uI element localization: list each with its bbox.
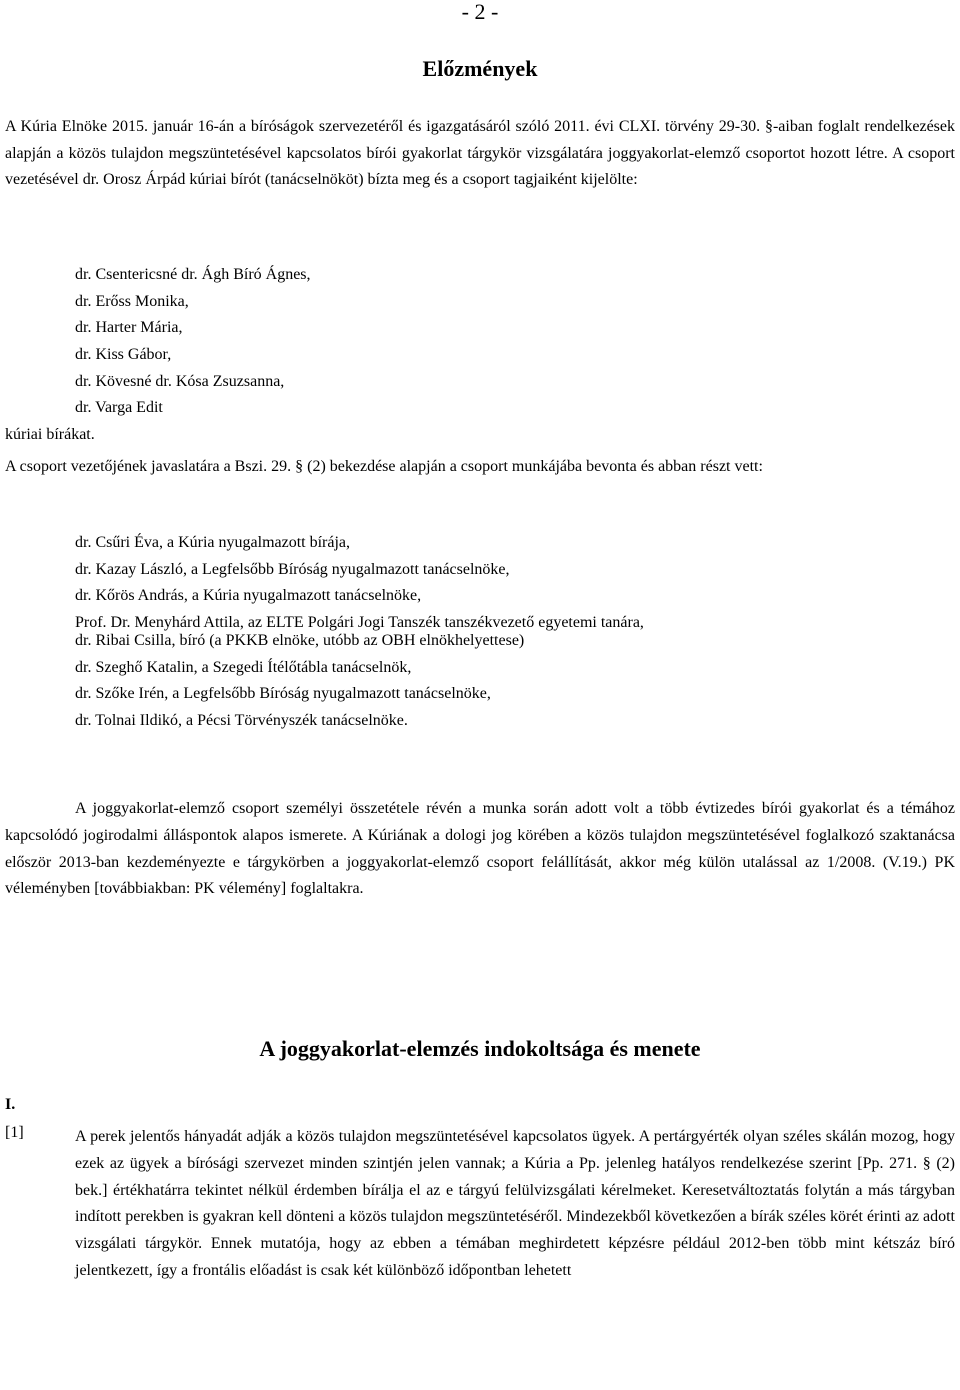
list-item: dr. Tolnai Ildikó, a Pécsi Törvényszék tanácselnöke. <box>75 712 408 730</box>
intro-paragraph: A Kúria Elnöke 2015. január 16-án a bíróságok szervezetéről és igazgatásáról szóló 2011. évi CLXI. törvény 29-30. §-aiban foglalt rendelkezések alapján a közös tulajdon megszüntetésével kapcsolatos bírói gyakorlat tárgykör vizsgálatára joggyakorlat-elemző csoportot hozott létre. A csoport vezetésével dr. Orosz Árpád kúriai bírót (tanácselnököt) bízta meg és a csoport tagjaiként kijelölte: <box>5 118 955 189</box>
list-item: dr. Kiss Gábor, <box>75 346 172 364</box>
list-item: dr. Kőrös András, a Kúria nyugalmazott tanácselnöke, <box>75 587 422 605</box>
composition-paragraph: A joggyakorlat-elemző csoport személyi összetétele révén a munka során adott volt a több évtizedes bírói gyakorlat és a témához kapcsolódó jogirodalmi álláspontok alapos ismerete. A Kúriának a dologi jog körében a közös tulajdon megszüntetésével foglalkozó szaktanácsa először 2013-ban kezdeményezte e tárgykörben a joggyakorlat-elemző csoport felállítását, akkor még külön utalással az 1/2008. (V.19.) PK véleményben [továbbiakban: PK vélemény] foglaltakra. <box>5 800 955 898</box>
list-item: dr. Varga Edit <box>75 399 163 417</box>
list-item: dr. Csentericsné dr. Ágh Bíró Ágnes, <box>75 266 311 283</box>
section-heading-indokoltsag: A joggyakorlat-elemzés indokoltsága és menete <box>259 1036 701 1061</box>
list-item: dr. Kazay László, a Legfelsőbb Bíróság nyugalmazott tanácselnöke, <box>75 560 510 578</box>
advisors-list <box>75 534 955 739</box>
members-closing: kúriai bírákat. <box>5 426 95 443</box>
list-item: dr. Erőss Monika, <box>75 292 189 310</box>
list-item: dr. Szőke Irén, a Legfelsőbb Bíróság nyugalmazott tanácselnöke, <box>75 685 491 703</box>
paragraph-number: [1] <box>5 1124 24 1141</box>
page-number: - 2 - <box>461 0 499 24</box>
list-item: dr. Csűri Éva, a Kúria nyugalmazott bírája, <box>75 534 351 551</box>
roman-numeral-heading: I. <box>5 1096 16 1113</box>
list-item: dr. Szeghő Katalin, a Szegedi Ítélőtábla tanácselnök, <box>75 658 412 676</box>
list-item: dr. Ribai Csilla, bíró (a PKKB elnöke, utóbb az OBH elnökhelyettese) <box>75 632 525 650</box>
members-list <box>75 266 955 426</box>
list-item: dr. Harter Mária, <box>75 319 183 337</box>
section-heading-elozmenyek: Előzmények <box>422 56 538 81</box>
list-item: Prof. Dr. Menyhárd Attila, az ELTE Polgári Jogi Tanszék tanszékvezető egyetemi tanára, <box>75 614 644 632</box>
list-item: dr. Kövesné dr. Kósa Zsuzsanna, <box>75 372 285 390</box>
paragraph-1-text: A perek jelentős hányadát adják a közös tulajdon megszüntetésével kapcsolatos ügyek. A pertárgyérték olyan széles skálán mozog, hogy ezek az ügyek a bírósági szervezet minden szintjén jelen vannak; a Kúria a Pp. jelenleg hatályos rendelkezése szerint [Pp. 271. § (2) bek.] értékhatárra tekintet nélkül érdemben bírálja el az e tárgyú felülvizsgálati kérelmeket. Keresetváltoztatás folytán a más tárgyban indított perekben is gyakran kell dönteni a közös tulajdon megszüntetéséről. Mindezekből következően a bírák széles körét érinti az adott vizsgálati tárgykör. Ennek mutatója, hogy az ebben a témában meghirdetett képzésre például 2012-ben több mint kétszáz bíró jelentkezett, így a frontális előadást is csak két különböző időpontban lehetett <box>75 1128 955 1279</box>
advisors-intro: A csoport vezetőjének javaslatára a Bszi. 29. § (2) bekezdése alapján a csoport munkájába bevonta és abban részt vett: <box>5 458 763 475</box>
